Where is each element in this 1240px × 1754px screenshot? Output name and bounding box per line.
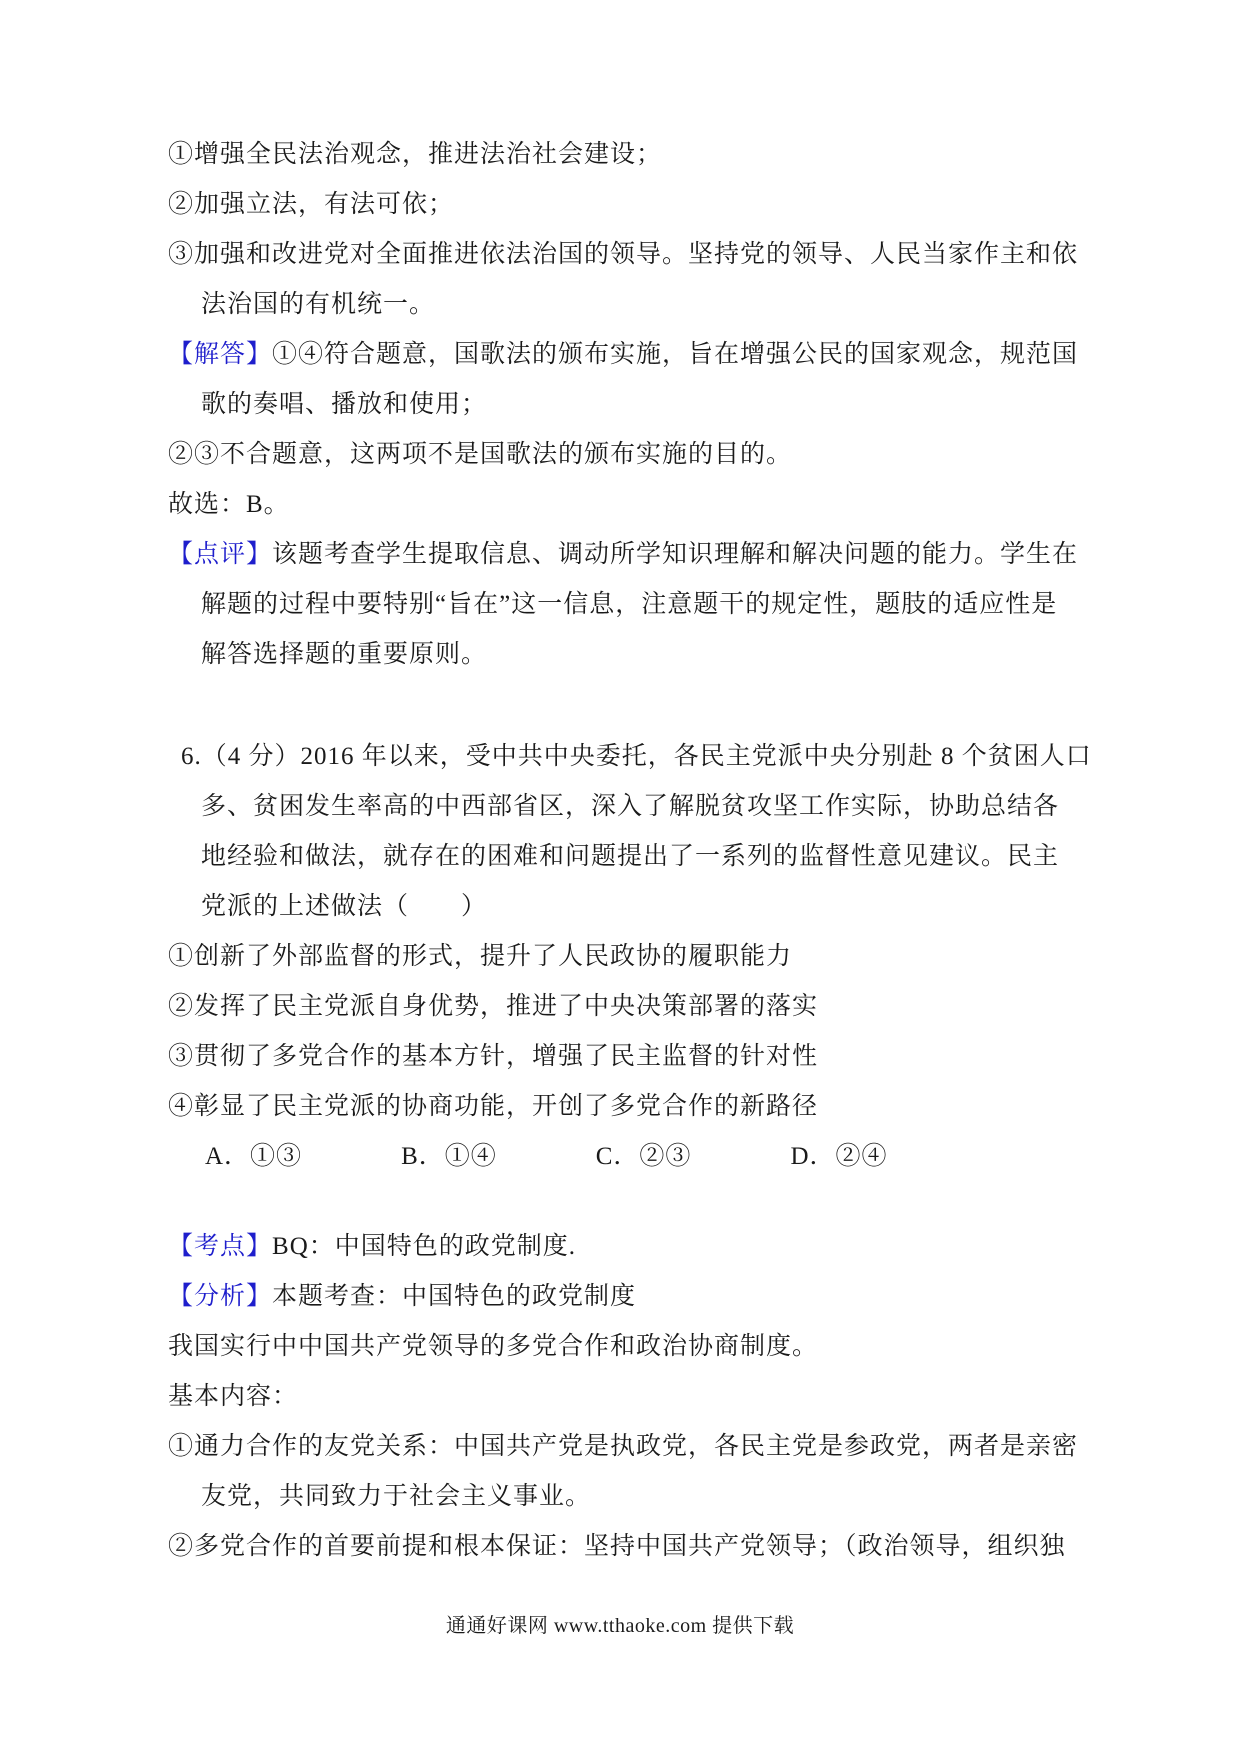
line-text: 我国实行中中国共产党领导的多党合作和政治协商制度。 [168, 1333, 819, 1360]
line-text: ②加强立法，有法可依； [168, 191, 455, 218]
analysis-body-line [168, 1522, 1173, 1572]
question-6-stem-line [168, 732, 1173, 782]
line-text: 本题考查：中国特色的政党制度 [272, 1283, 637, 1310]
fenxi-analysis-line [168, 1272, 1173, 1322]
line-text: 多、贫困发生率高的中西部省区，深入了解脱贫攻坚工作实际，协助总结各 [201, 793, 1060, 820]
line-text: 党派的上述做法（ ） [201, 893, 488, 920]
statement-line-1 [168, 932, 1173, 982]
line-text: ②发挥了民主党派自身优势，推进了中央决策部署的落实 [168, 993, 819, 1020]
line-text: 地经验和做法，就存在的困难和问题提出了一系列的监督性意见建议。民主 [201, 843, 1060, 870]
question-6-stem-continuation [168, 832, 1173, 882]
line-text: BQ：中国特色的政党制度. [272, 1233, 576, 1260]
line-text: ①通力合作的友党关系：中国共产党是执政党，各民主党是参政党，两者是亲密 [168, 1433, 1079, 1460]
line-text: ③加强和改进党对全面推进依法治国的领导。坚持党的领导、人民当家作主和依 [168, 241, 1079, 268]
dianping-continuation [168, 630, 1173, 680]
line-text: ①④符合题意，国歌法的颁布实施，旨在增强公民的国家观念，规范国 [272, 341, 1079, 368]
kaodian-label: 【考点】 [168, 1233, 273, 1260]
line-text: 解答选择题的重要原则。 [201, 641, 488, 668]
analysis-body-line [168, 1322, 1173, 1372]
jieda-label: 【解答】 [168, 341, 273, 368]
dianping-comment-line [168, 530, 1173, 580]
line-text: ②多党合作的首要前提和根本保证：坚持中国共产党领导；（政治领导，组织独 [168, 1533, 1066, 1560]
question-6-stem-continuation [168, 882, 1173, 932]
statement-line-2 [168, 982, 1173, 1032]
line-text: ②③不合题意，这两项不是国歌法的颁布实施的目的。 [168, 441, 793, 468]
statement-line-3 [168, 1032, 1173, 1082]
line-text: ①增强全民法治观念，推进法治社会建设； [168, 141, 663, 168]
line-text: 解题的过程中要特别“旨在”这一信息，注意题干的规定性，题肢的适应性是 [201, 591, 1058, 618]
answer-choice-line [168, 480, 1173, 530]
answer-options-row [168, 1132, 1173, 1182]
fenxi-label: 【分析】 [168, 1283, 273, 1310]
jieda-continuation [168, 380, 1173, 430]
line-text: 法治国的有机统一。 [201, 291, 436, 318]
analysis-body-continuation [168, 1472, 1173, 1522]
footer-text: 通通好课网 www.tthaoke.com 提供下载 [445, 1615, 795, 1637]
answer-point-line [168, 230, 1173, 280]
line-text: 故选：B。 [168, 491, 290, 518]
line-text: 歌的奏唱、播放和使用； [201, 391, 488, 418]
answer-point-line [168, 180, 1173, 230]
content-area [168, 130, 1173, 1572]
jieda-line [168, 430, 1173, 480]
analysis-body-line [168, 1422, 1173, 1472]
answer-point-continuation [168, 280, 1173, 330]
option-c: C．②③ [595, 1143, 692, 1170]
statement-line-4 [168, 1082, 1173, 1132]
jieda-answer-line [168, 330, 1173, 380]
line-text: ③贯彻了多党合作的基本方针，增强了民主监督的针对性 [168, 1043, 819, 1070]
dianping-continuation [168, 580, 1173, 630]
option-b: B．①④ [401, 1143, 497, 1170]
kaodian-topic-line [168, 1222, 1173, 1272]
line-text: ①创新了外部监督的形式，提升了人民政协的履职能力 [168, 943, 793, 970]
line-text: 友党，共同致力于社会主义事业。 [201, 1483, 592, 1510]
option-d: D．②④ [790, 1143, 888, 1170]
dianping-label: 【点评】 [168, 541, 273, 568]
page-footer [0, 1608, 1240, 1644]
question-6-stem-continuation [168, 782, 1173, 832]
line-text: 该题考查学生提取信息、调动所学知识理解和解决问题的能力。学生在 [272, 541, 1079, 568]
line-text: 6.（4 分）2016 年以来，受中共中央委托，各民主党派中央分别赴 8 个贫困人口 [181, 743, 1092, 770]
line-text: 基本内容： [168, 1383, 299, 1410]
line-text: ④彰显了民主党派的协商功能，开创了多党合作的新路径 [168, 1093, 819, 1120]
option-a: A．①③ [205, 1143, 303, 1170]
answer-point-line [168, 130, 1173, 180]
analysis-body-line [168, 1372, 1173, 1422]
